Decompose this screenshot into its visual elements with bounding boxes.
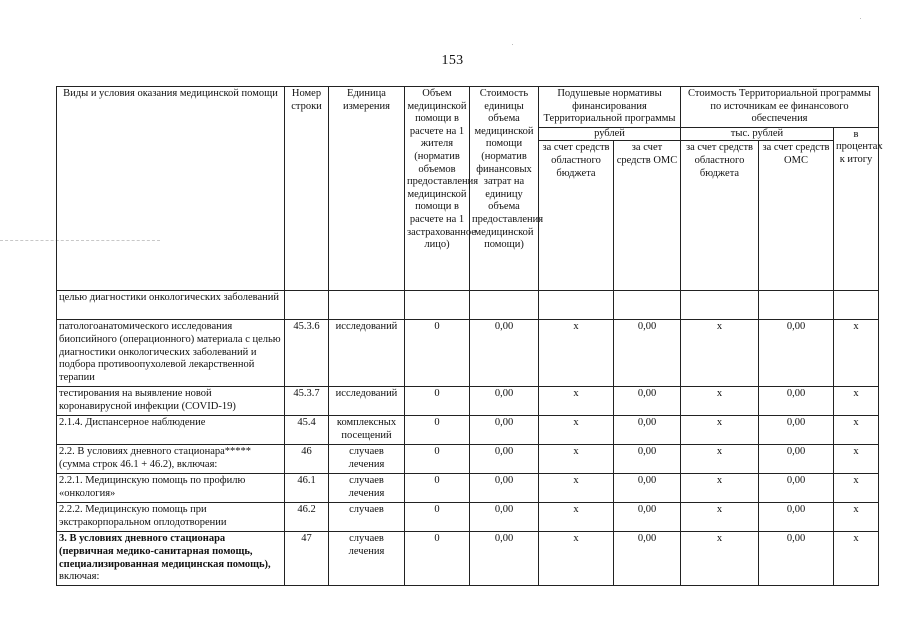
header-row-1 [57,87,879,128]
header-type: Виды и условия оказания медицинской помощи [57,87,285,291]
row-cost [470,291,539,320]
table-row [57,416,879,445]
row-pc-oms: 0,00 [614,416,681,445]
row-volume: 0 [405,445,470,474]
row-t-budget: х [681,445,759,474]
row-percent: х [834,320,879,387]
row-t-oms [759,291,834,320]
row-number: 46.2 [285,503,329,532]
row-cost: 0,00 [470,474,539,503]
row-t-oms: 0,00 [759,320,834,387]
page-number: 153 [441,53,464,68]
row-number [285,291,329,320]
row-unit: исследований [329,320,405,387]
row-t-oms: 0,00 [759,474,834,503]
table-row [57,503,879,532]
budget-table [56,86,883,586]
row-pc-budget: х [539,387,614,416]
header-percent: в процентах к итогу [834,127,879,291]
row-volume: 0 [405,387,470,416]
row-percent: х [834,387,879,416]
row-pc-oms: 0,00 [614,532,681,585]
row-cost: 0,00 [470,387,539,416]
row-unit: случаев [329,503,405,532]
row-percent [834,291,879,320]
row-unit: комплексных посещений [329,416,405,445]
header-territorial: Стоимость Территориальной программы по источникам ее финансового обеспечения [681,87,879,128]
row-percent: х [834,474,879,503]
row-number: 45.3.6 [285,320,329,387]
row-pc-budget: х [539,532,614,585]
scan-speck [860,18,861,19]
row-cost: 0,00 [470,445,539,474]
row-percent: х [834,416,879,445]
table-row [57,532,879,585]
header-unit: Единица измерения [329,87,405,291]
table-row [57,291,879,320]
row-t-oms: 0,00 [759,445,834,474]
row-name: 2.1.4. Диспансерное наблюдение [57,416,285,445]
table-row [57,445,879,474]
row-unit: случаев лечения [329,474,405,503]
row-volume: 0 [405,503,470,532]
row-name: целью диагностики онкологических заболеваний [57,291,285,320]
header-volume: Объем медицинской помощи в расчете на 1 жителя (норматив объемов предоставления медицинской помощи в расчете на 1 застрахованное лицо) [405,87,470,291]
row-volume: 0 [405,532,470,585]
header-pc-budget: за счет средств областного бюджета [539,141,614,291]
row-pc-budget: х [539,474,614,503]
row-pc-oms: 0,00 [614,387,681,416]
row-name: 2.2. В условиях дневного стационара***** (сумма строк 46.1 + 46.2), включая: [57,445,285,474]
row-pc-oms: 0,00 [614,474,681,503]
row-t-budget: х [681,416,759,445]
header-row-number: Номер строки [285,87,329,291]
row-name: 2.2.2. Медицинскую помощь при экстракорпоральном оплодотворении [57,503,285,532]
row-number: 45.4 [285,416,329,445]
row-t-budget: х [681,532,759,585]
row-volume: 0 [405,474,470,503]
row-volume: 0 [405,320,470,387]
row-t-budget: х [681,387,759,416]
row-name [57,532,285,585]
row-cost: 0,00 [470,416,539,445]
row-t-budget: х [681,474,759,503]
row-pc-oms: 0,00 [614,503,681,532]
row-percent: х [834,503,879,532]
row-pc-oms: 0,00 [614,445,681,474]
table-row [57,320,879,387]
row-t-budget: х [681,503,759,532]
row-t-budget [681,291,759,320]
row-name-bold: 3. В условиях дневного стационара (первичная медико-санитарная помощь, специализированная медицинская помощь), [59,533,271,570]
header-per-capita: Подушевые нормативы финансирования Территориальной программы [539,87,681,128]
row-t-budget: х [681,320,759,387]
header-t-budget: за счет средств областного бюджета [681,141,759,291]
row-cost: 0,00 [470,532,539,585]
row-number: 45.3.7 [285,387,329,416]
row-pc-budget: х [539,503,614,532]
scan-speck [512,44,513,45]
header-thousand-rub: тыс. рублей [681,127,834,141]
row-t-oms: 0,00 [759,387,834,416]
row-t-oms: 0,00 [759,503,834,532]
table-row [57,387,879,416]
row-name: патологоанатомического исследования биопсийного (операционного) материала с целью диагностики онкологических заболеваний и подбора противоопухолевой лекарственной терапии [57,320,285,387]
row-unit: случаев лечения [329,532,405,585]
row-name: тестирования на выявление новой коронавирусной инфекции (COVID-19) [57,387,285,416]
row-pc-oms [614,291,681,320]
row-volume [405,291,470,320]
row-number: 46 [285,445,329,474]
row-unit: исследований [329,387,405,416]
header-t-oms: за счет средств ОМС [759,141,834,291]
row-volume: 0 [405,416,470,445]
row-percent: х [834,532,879,585]
row-pc-budget: х [539,320,614,387]
row-pc-budget: х [539,445,614,474]
row-pc-budget: х [539,416,614,445]
row-t-oms: 0,00 [759,532,834,585]
row-cost: 0,00 [470,320,539,387]
row-number: 46.1 [285,474,329,503]
row-name-rest: включая: [59,571,100,583]
row-pc-budget [539,291,614,320]
table-row [57,474,879,503]
row-percent: х [834,445,879,474]
header-cost: Стоимость единицы объема медицинской помощи (норматив финансовых затрат на единицу объема предоставления медицинской помощи) [470,87,539,291]
row-unit [329,291,405,320]
row-name: 2.2.1. Медицинскую помощь по профилю «онкология» [57,474,285,503]
row-t-oms: 0,00 [759,416,834,445]
row-unit: случаев лечения [329,445,405,474]
header-rub: рублей [539,127,681,141]
row-cost: 0,00 [470,503,539,532]
row-pc-oms: 0,00 [614,320,681,387]
row-number: 47 [285,532,329,585]
header-pc-oms: за счет средств ОМС [614,141,681,291]
